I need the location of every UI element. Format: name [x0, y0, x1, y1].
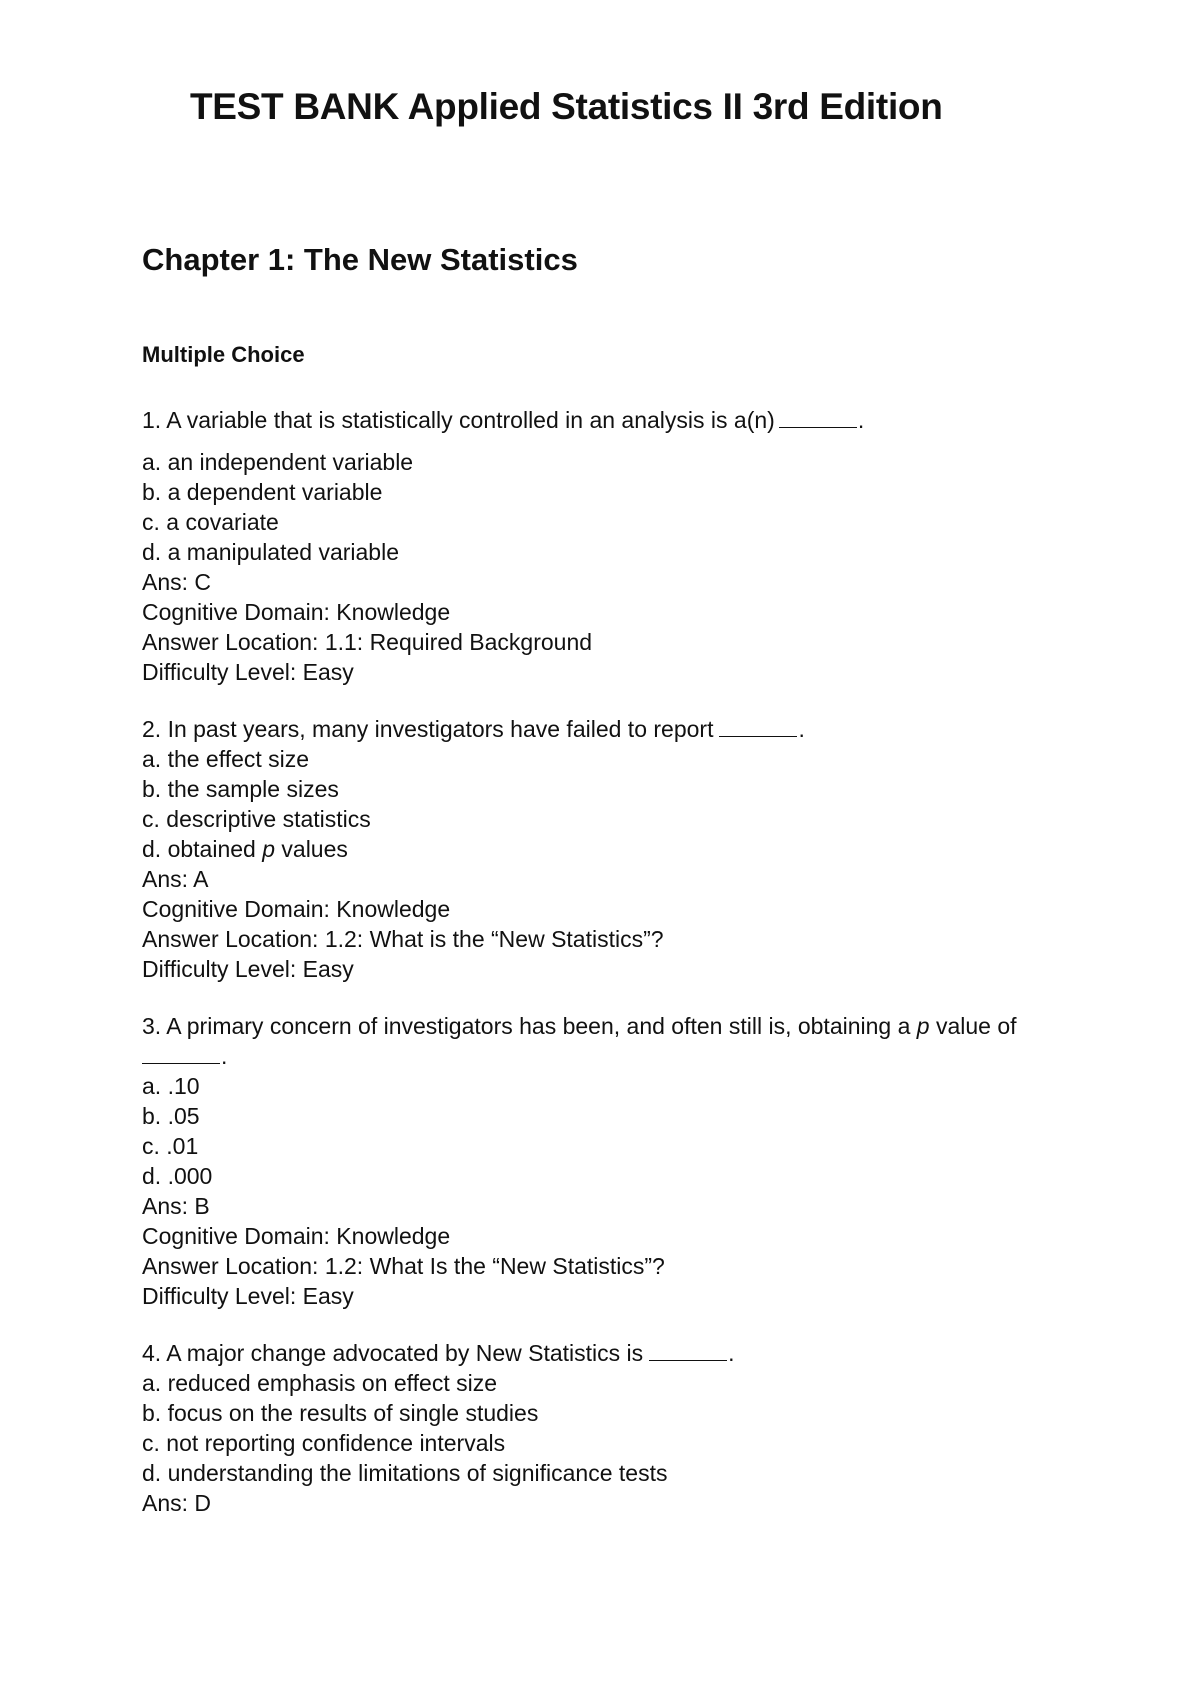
question-stem: 4. A major change advocated by New Statistics is .	[142, 1340, 735, 1366]
option-b: b. the sample sizes	[142, 776, 339, 802]
difficulty-level: Difficulty Level: Easy	[142, 1283, 354, 1309]
cognitive-domain: Cognitive Domain: Knowledge	[142, 599, 451, 625]
option-a: a. an independent variable	[142, 449, 414, 475]
document-title: TEST BANK Applied Statistics II 3rd Edition	[190, 86, 943, 127]
answer-location: Answer Location: 1.2: What is the “New Statistics”?	[142, 926, 664, 952]
question-list	[142, 405, 1072, 1518]
option-c: c. descriptive statistics	[142, 806, 371, 832]
answer-blank	[719, 716, 797, 737]
cognitive-domain: Cognitive Domain: Knowledge	[142, 1223, 451, 1249]
option-a: a. reduced emphasis on effect size	[142, 1370, 498, 1396]
option-a: a. the effect size	[142, 746, 310, 772]
option-b: b. focus on the results of single studies	[142, 1400, 539, 1426]
section-heading: Multiple Choice	[142, 342, 305, 367]
option-d: d. understanding the limitations of significance tests	[142, 1460, 668, 1486]
question-stem: 3. A primary concern of investigators has been, and often still is, obtaining a p value of	[142, 1013, 1017, 1039]
option-d: d. obtained p values	[142, 836, 348, 862]
question-2	[142, 714, 1072, 984]
chapter-title: Chapter 1: The New Statistics	[142, 242, 578, 277]
option-c: c. .01	[142, 1133, 199, 1159]
answer-key: Ans: C	[142, 569, 212, 595]
answer-blank	[142, 1043, 220, 1064]
option-a: a. .10	[142, 1073, 200, 1099]
option-c: c. a covariate	[142, 509, 279, 535]
option-b: b. .05	[142, 1103, 200, 1129]
option-d: d. a manipulated variable	[142, 539, 399, 565]
answer-key: Ans: B	[142, 1193, 210, 1219]
answer-key: Ans: A	[142, 866, 209, 892]
difficulty-level: Difficulty Level: Easy	[142, 956, 354, 982]
option-c: c. not reporting confidence intervals	[142, 1430, 506, 1456]
answer-blank	[779, 407, 857, 428]
cognitive-domain: Cognitive Domain: Knowledge	[142, 896, 451, 922]
question-1	[142, 405, 1072, 687]
answer-key: Ans: D	[142, 1490, 212, 1516]
answer-location: Answer Location: 1.2: What Is the “New Statistics”?	[142, 1253, 665, 1279]
question-stem: 2. In past years, many investigators have failed to report .	[142, 716, 805, 742]
option-d: d. .000	[142, 1163, 213, 1189]
question-stem: 1. A variable that is statistically controlled in an analysis is a(n) .	[142, 407, 865, 433]
question-3	[142, 1011, 1072, 1311]
answer-blank	[649, 1340, 727, 1361]
option-b: b. a dependent variable	[142, 479, 383, 505]
answer-location: Answer Location: 1.1: Required Background	[142, 629, 593, 655]
question-4	[142, 1338, 1072, 1518]
difficulty-level: Difficulty Level: Easy	[142, 659, 354, 685]
question-stem-continuation: .	[142, 1041, 1072, 1071]
